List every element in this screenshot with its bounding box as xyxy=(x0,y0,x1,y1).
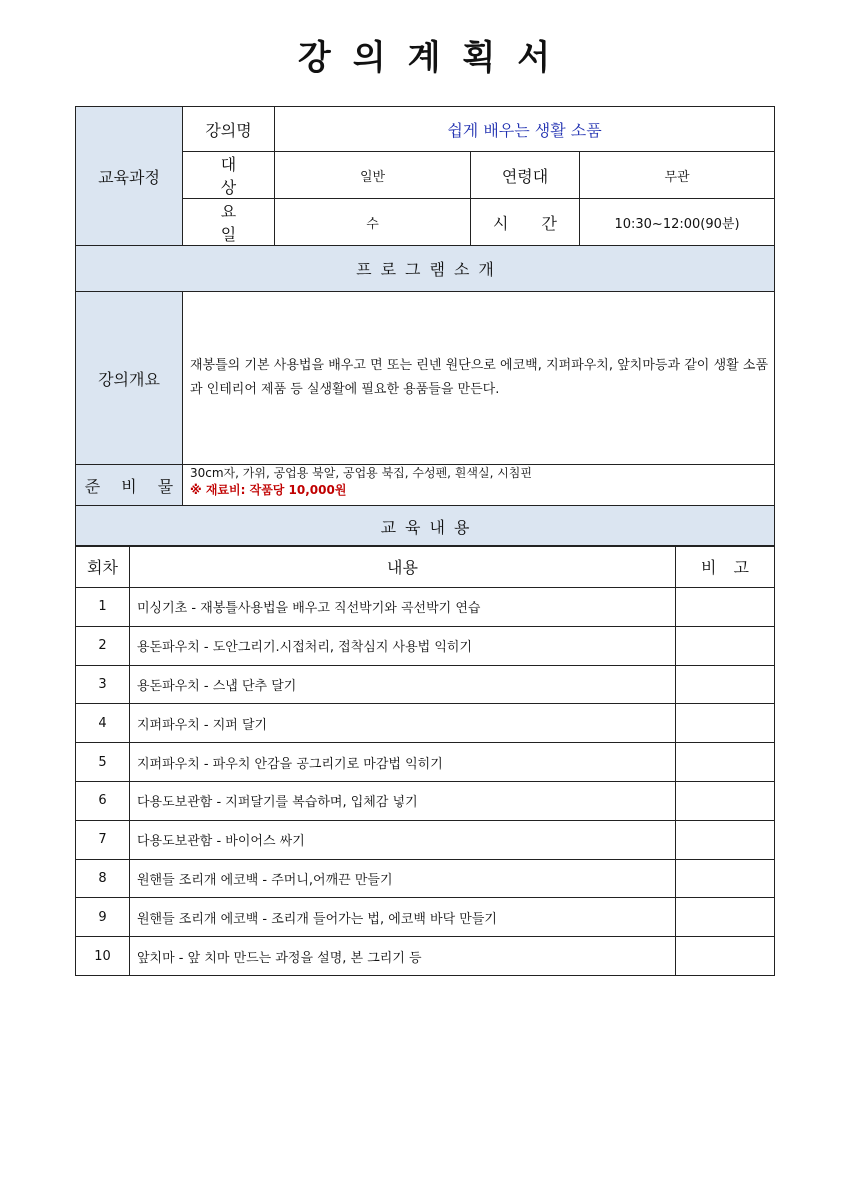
material-fee: ※ 재료비: 작품당 10,000원 xyxy=(190,483,347,497)
table-row xyxy=(76,820,775,859)
session-note xyxy=(676,626,775,665)
session-number: 4 xyxy=(76,704,130,743)
session-note xyxy=(676,937,775,976)
course-name-label: 강의명 xyxy=(183,107,275,152)
table-row xyxy=(76,665,775,704)
session-content: 다용도보관함 - 지퍼달기를 복습하며, 입체감 넣기 xyxy=(130,781,676,820)
session-note xyxy=(676,859,775,898)
age-value: 무관 xyxy=(580,152,775,199)
session-number: 7 xyxy=(76,820,130,859)
schedule-table xyxy=(75,545,775,976)
table-row xyxy=(76,588,775,627)
session-content: 지퍼파우치 - 지퍼 달기 xyxy=(130,704,676,743)
prep-items: 30cm자, 가위, 공업용 북알, 공업용 북집, 수성펜, 흰색실, 시침핀 xyxy=(190,466,532,480)
session-number: 6 xyxy=(76,781,130,820)
content-header: 내용 xyxy=(130,546,676,588)
time-label: 시 간 xyxy=(471,199,580,246)
time-value: 10:30~12:00(90분) xyxy=(580,199,775,246)
overview-label: 강의개요 xyxy=(76,292,183,465)
session-content: 원핸들 조리개 에코백 - 조리개 들어가는 법, 에코백 바닥 만들기 xyxy=(130,898,676,937)
target-value: 일반 xyxy=(275,152,471,199)
session-note xyxy=(676,781,775,820)
session-number: 10 xyxy=(76,937,130,976)
table-row xyxy=(76,937,775,976)
course-group-label: 교육과정 xyxy=(76,107,183,246)
session-number: 5 xyxy=(76,743,130,782)
session-note xyxy=(676,704,775,743)
session-content: 용돈파우치 - 도안그리기.시접처리, 접착심지 사용법 익히기 xyxy=(130,626,676,665)
table-row xyxy=(76,898,775,937)
session-content: 원핸들 조리개 에코백 - 주머니,어깨끈 만들기 xyxy=(130,859,676,898)
session-number: 2 xyxy=(76,626,130,665)
schedule-section-header: 교육내용 xyxy=(76,506,775,547)
session-number: 9 xyxy=(76,898,130,937)
session-content: 앞치마 - 앞 치마 만드는 과정을 설명, 본 그리기 등 xyxy=(130,937,676,976)
document-title: 강의계획서 xyxy=(297,38,573,78)
session-note xyxy=(676,743,775,782)
table-row xyxy=(76,704,775,743)
prep-cell xyxy=(183,465,775,506)
session-content: 미싱기초 - 재봉틀사용법을 배우고 직선박기와 곡선박기 연습 xyxy=(130,588,676,627)
table-row xyxy=(76,859,775,898)
prep-label: 준 비 물 xyxy=(76,465,183,506)
course-name: 쉽게 배우는 생활 소품 xyxy=(275,107,775,152)
target-label: 대 상 xyxy=(183,152,275,199)
session-number: 1 xyxy=(76,588,130,627)
table-row xyxy=(76,626,775,665)
note-header: 비 고 xyxy=(676,546,775,588)
session-note xyxy=(676,665,775,704)
table-row xyxy=(76,781,775,820)
session-note xyxy=(676,820,775,859)
session-header: 회차 xyxy=(76,546,130,588)
program-section-header: 프로그램소개 xyxy=(76,246,775,292)
table-row xyxy=(76,743,775,782)
session-note xyxy=(676,898,775,937)
session-number: 3 xyxy=(76,665,130,704)
session-note xyxy=(676,588,775,627)
course-info-table xyxy=(75,106,775,547)
session-number: 8 xyxy=(76,859,130,898)
session-content: 용돈파우치 - 스냅 단추 달기 xyxy=(130,665,676,704)
session-content: 지퍼파우치 - 파우치 안감을 공그리기로 마감법 익히기 xyxy=(130,743,676,782)
day-label: 요 일 xyxy=(183,199,275,246)
overview-text: 재봉틀의 기본 사용법을 배우고 면 또는 린넨 원단으로 에코백, 지퍼파우치, 앞치마등과 같이 생활 소품과 인테리어 제품 등 실생활에 필요한 용품들을 만든다. xyxy=(183,292,775,465)
day-value: 수 xyxy=(275,199,471,246)
age-label: 연령대 xyxy=(471,152,580,199)
session-content: 다용도보관함 - 바이어스 싸기 xyxy=(130,820,676,859)
